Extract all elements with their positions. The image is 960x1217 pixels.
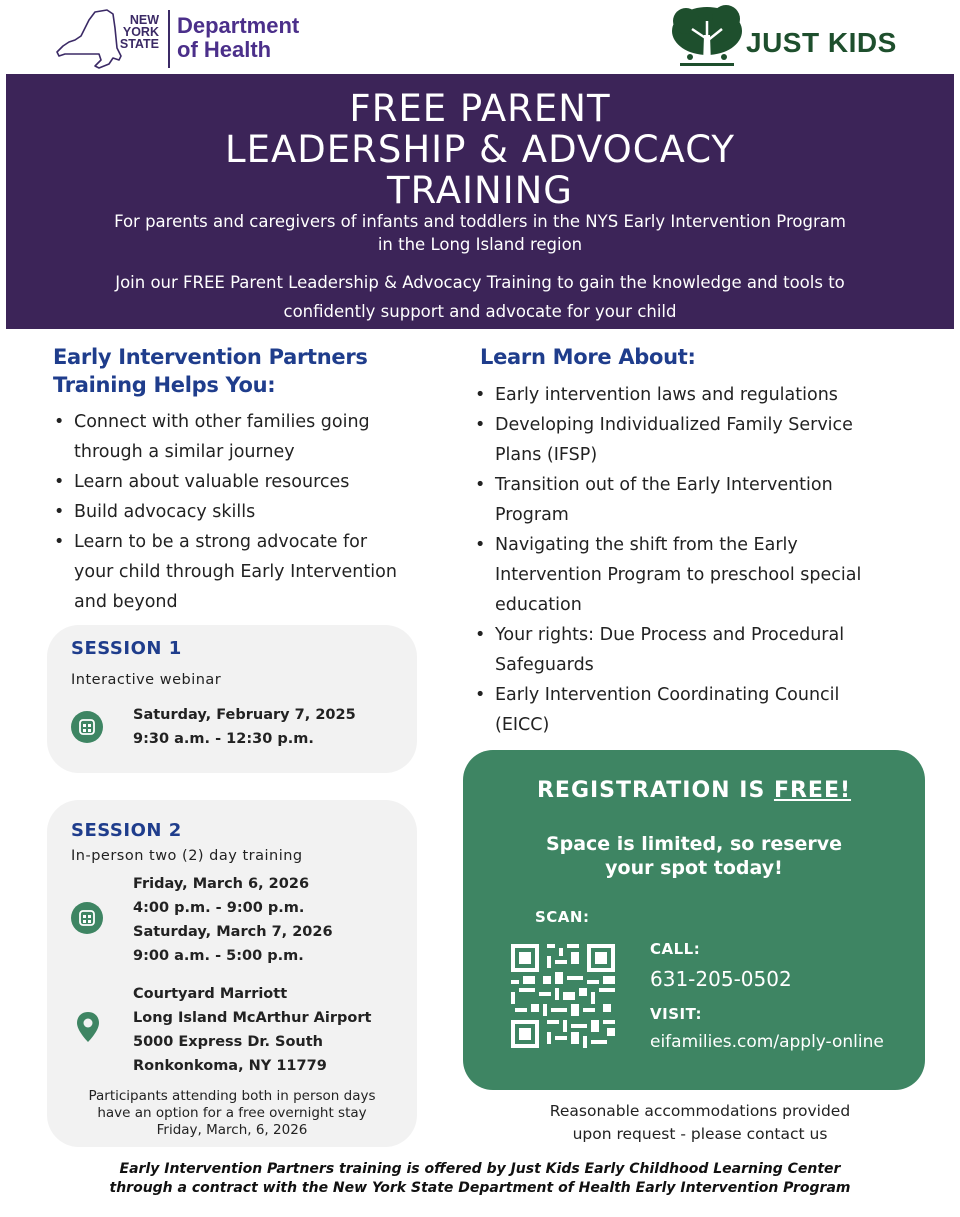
session-2-type: In-person two (2) day training bbox=[71, 848, 303, 864]
benefits-list bbox=[52, 407, 452, 617]
hero-banner bbox=[6, 74, 954, 329]
session-1-card bbox=[47, 625, 417, 773]
session-2-card bbox=[47, 800, 417, 1147]
qr-code[interactable] bbox=[507, 940, 619, 1052]
logo-divider bbox=[168, 10, 170, 68]
just-kids-logo bbox=[670, 5, 940, 73]
join-text: Join our FREE Parent Leadership & Advocacy Training to gain the knowledge and tools to confidently support and advocate for your child bbox=[115, 273, 845, 321]
accommodations-note: Reasonable accommodations provided upon request - please contact us bbox=[549, 1102, 851, 1143]
footer-disclaimer: Early Intervention Partners training is offered by Just Kids Early Childhood Learning Center through a contract with the New York State Department of Health Early Intervention Program bbox=[109, 1161, 851, 1196]
nys-doh-logo bbox=[55, 8, 315, 72]
calendar-icon bbox=[71, 902, 103, 934]
list-item: • Transition out of the Early Intervention Program bbox=[473, 470, 923, 530]
tree-icon bbox=[670, 5, 744, 71]
space-limited-text: Space is limited, so reserve your spot today! bbox=[545, 833, 843, 879]
session-1-title: SESSION 1 bbox=[71, 638, 182, 659]
overnight-note: Participants attending both in person days have an option for a free overnight stay Friday, March, 6, 2026 bbox=[88, 1088, 376, 1138]
list-item: • Connect with other families going through a similar journey bbox=[52, 407, 452, 467]
list-item: • Build advocacy skills bbox=[52, 497, 452, 527]
registration-box bbox=[463, 750, 925, 1090]
nys-wordmark: NEW YORK STATE bbox=[119, 13, 159, 51]
benefits-heading: Early Intervention Partners Training Helps You: bbox=[53, 345, 368, 397]
website-link[interactable]: eifamilies.com/apply-online bbox=[650, 1032, 884, 1052]
phone-link[interactable]: 631-205-0502 bbox=[650, 967, 792, 991]
list-item: • Learn to be a strong advocate for your child through Early Intervention and beyond bbox=[52, 527, 452, 617]
session-1-type: Interactive webinar bbox=[71, 672, 222, 688]
list-item: • Early intervention laws and regulations bbox=[473, 380, 923, 410]
list-item: • Early Intervention Coordinating Council (EICC) bbox=[473, 680, 923, 740]
calendar-icon bbox=[71, 711, 103, 743]
location-pin-icon bbox=[75, 1010, 101, 1044]
visit-label: VISIT: bbox=[650, 1005, 702, 1023]
list-item: • Learn about valuable resources bbox=[52, 467, 452, 497]
just-kids-wordmark: JUST KIDS bbox=[746, 27, 897, 58]
doh-wordmark: Department of Health bbox=[177, 13, 300, 62]
session-2-datetime: Friday, March 6, 2026 4:00 p.m. - 9:00 p.m. Saturday, March 7, 2026 9:00 a.m. - 5:00 p.m. bbox=[133, 876, 333, 964]
session-2-title: SESSION 2 bbox=[71, 820, 182, 841]
list-item: • Developing Individualized Family Service Plans (IFSP) bbox=[473, 410, 923, 470]
list-item: • Your rights: Due Process and Procedural Safeguards bbox=[473, 620, 923, 680]
call-label: CALL: bbox=[650, 940, 701, 958]
ny-state-shape-icon bbox=[55, 8, 125, 72]
topics-list bbox=[473, 380, 923, 740]
session-1-datetime: Saturday, February 7, 2025 9:30 a.m. - 12:30 p.m. bbox=[133, 707, 356, 747]
audience-text: For parents and caregivers of infants and toddlers in the NYS Early Intervention Program in the Long Island region bbox=[114, 212, 846, 254]
list-item: • Navigating the shift from the Early Intervention Program to preschool special education bbox=[473, 530, 923, 620]
learn-more-heading: Learn More About: bbox=[480, 345, 696, 369]
scan-label: SCAN: bbox=[535, 908, 590, 926]
page-title: FREE PARENT LEADERSHIP & ADVOCACY TRAINING bbox=[224, 87, 735, 212]
venue-address: Courtyard Marriott Long Island McArthur Airport 5000 Express Dr. South Ronkonkoma, NY 11779 bbox=[133, 986, 372, 1074]
registration-title: REGISTRATION IS FREE! bbox=[536, 778, 852, 803]
